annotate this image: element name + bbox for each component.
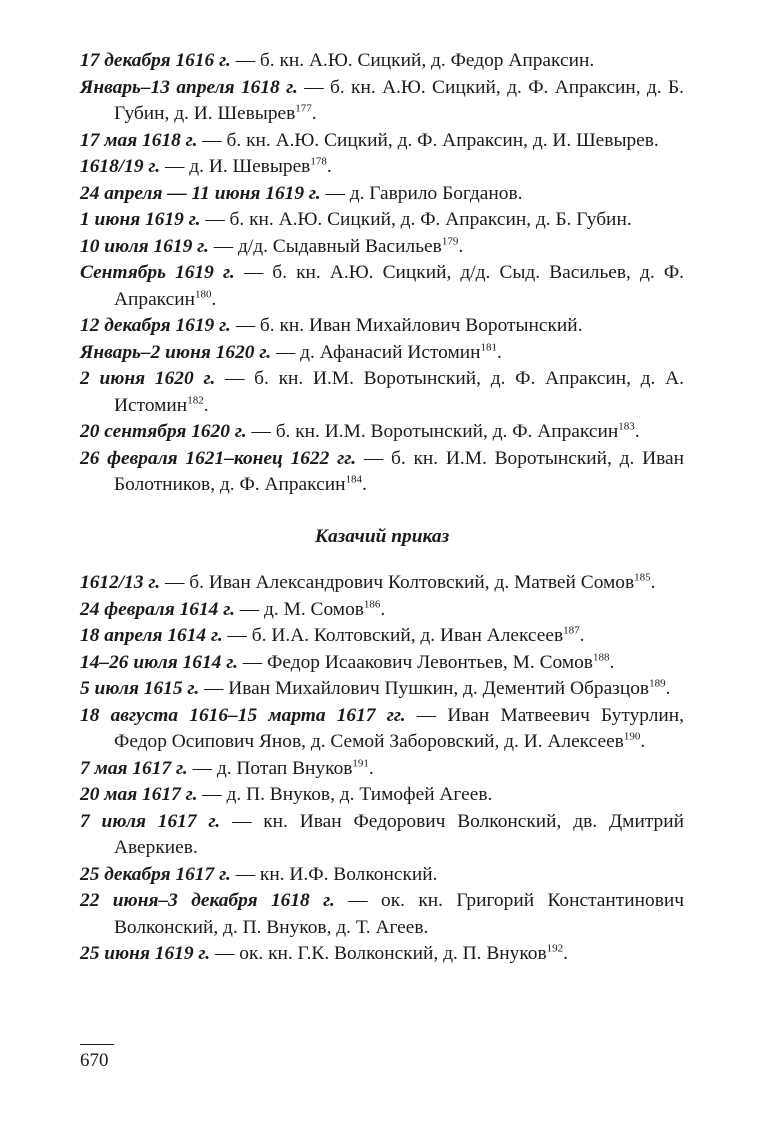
entry-date: 17 декабря 1616 г.	[80, 50, 231, 71]
chronology-entry: 2 июня 1620 г. — б. кн. И.М. Воротынский, д. Ф. Апраксин, д. А. Истомин$^{182}$.	[80, 368, 684, 416]
entry-text: — б. кн. А.Ю. Сицкий, д/д. Сыд. Васильев, д. Ф. Апраксин	[114, 262, 684, 310]
entry-date: 24 апреля — 11 июня 1619 г.	[80, 182, 321, 204]
footnote-ref: 177	[295, 102, 312, 115]
entry-date: 1 июня 1619 г.	[80, 209, 201, 230]
entry-text: — ок. кн. Григорий Константинович Волконский, д. П. Внуков, д. Т. Агеев.	[114, 890, 684, 938]
entry-text: — б. кн. И.М. Воротынский, д. Иван Болотников, д. Ф. Апраксин	[114, 447, 685, 495]
entry-text: — д. М. Сомов	[234, 598, 364, 620]
entry-text: — д. И. Шевырев	[160, 156, 311, 177]
entry-text: — б. Иван Александрович Колтовский, д. Матвей Сомов	[160, 572, 635, 593]
section-heading: Казачий приказ	[314, 525, 450, 547]
entry-text: — д. Гаврило Богданов.	[320, 182, 523, 204]
entry-text: — д. Афанасий Истомин	[271, 341, 481, 363]
entry-date: 20 мая 1617 г.	[80, 784, 198, 805]
entry-text: — б. кн. А.Ю. Сицкий, д. Ф. Апраксин, д. И. Шевырев.	[197, 129, 659, 151]
entry-text: — д/д. Сыдавный Васильев	[208, 235, 442, 257]
entry-date: Сентябрь 1619 г.	[80, 262, 235, 283]
chronology-entry	[80, 207, 684, 234]
chronology-entry: 18 апреля 1614 г. — б. И.А. Колтовский, д. Иван Алексеев$^{187}$.	[80, 624, 585, 646]
entry-date: 20 сентября 1620 г.	[80, 421, 247, 442]
entry-date: 26 февраля 1621–конец 1622 гг.	[80, 447, 357, 469]
entry-text: — б. кн. А.Ю. Сицкий, д. Ф. Апраксин, д. Б. Губин.	[200, 209, 632, 230]
entry-text: — б. кн. Иван Михайлович Воротынский.	[230, 315, 583, 336]
footnote-ref: 186	[363, 598, 381, 611]
footnote-ref: 179	[441, 235, 459, 248]
chronology-entry: 25 июня 1619 г. — ок. кн. Г.К. Волконский, д. П. Внуков$^{192}$.	[80, 942, 569, 964]
entry-date: 2 июня 1620 г.	[80, 368, 216, 389]
page-number: 670	[80, 1050, 109, 1071]
entry-text: — б. И.А. Колтовский, д. Иван Алексеев	[222, 625, 564, 646]
footnote-ref: 182	[187, 394, 204, 407]
entry-date: 10 июля 1619 г.	[80, 235, 209, 257]
footnote-ref: 181	[480, 341, 498, 354]
chronology-entry	[80, 128, 684, 155]
entry-date: 22 июня–3 декабря 1618 г.	[80, 890, 335, 911]
entry-text: — кн. И.Ф. Волконский.	[230, 863, 438, 885]
footnote-ref: 183	[618, 420, 635, 433]
entry-text: — б. кн. И.М. Воротынский, д. Ф. Апраксин	[246, 421, 619, 442]
chronology-entry	[80, 181, 684, 208]
entry-date: 18 августа 1616–15 марта 1617 гг.	[80, 704, 406, 726]
entry-text: — б. кн. А.Ю. Сицкий, д. Федор Апраксин.	[230, 50, 595, 71]
footnote-ref: 190	[623, 730, 641, 743]
entry-date: Январь–13 апреля 1618 г.	[80, 76, 298, 98]
chronology-entry: 24 февраля 1614 г. — д. М. Сомов$^{186}$.	[80, 598, 386, 620]
chronology-entry	[80, 862, 684, 889]
chronology-entry	[80, 809, 684, 862]
chronology-entry	[80, 48, 684, 75]
chronology-entry	[80, 782, 684, 809]
footnote-ref: 187	[563, 624, 580, 637]
entry-text: — б. кн. А.Ю. Сицкий, д. Ф. Апраксин, д. Б. Губин, д. И. Шевырев	[114, 76, 684, 124]
chronology-entry: 26 февраля 1621–конец 1622 гг. — б. кн. И.М. Воротынский, д. Иван Болотников, д. Ф. Апраксин$^{184}$.	[80, 447, 685, 495]
chronology-entry: 10 июля 1619 г. — д/д. Сыдавный Васильев$^{179}$.	[80, 235, 464, 257]
footnote-ref: 180	[194, 288, 212, 301]
entry-text: — д. П. Внуков, д. Тимофей Агеев.	[197, 784, 493, 805]
text-column	[80, 48, 684, 968]
footnote-ref: 189	[649, 677, 666, 690]
footer-rule	[80, 1044, 114, 1045]
entry-date: Январь–2 июня 1620 г.	[80, 341, 272, 363]
entry-date: 1618/19 г.	[80, 156, 161, 177]
chronology-entry: Сентябрь 1619 г. — б. кн. А.Ю. Сицкий, д/д. Сыд. Васильев, д. Ф. Апраксин$^{180}$.	[80, 262, 684, 310]
entry-text: — б. кн. И.М. Воротынский, д. Ф. Апраксин, д. А. Истомин	[114, 368, 684, 416]
chronology-entry: 7 мая 1617 г. — д. Потап Внуков$^{191}$.	[80, 757, 374, 779]
entry-text: — кн. Иван Федорович Волконский, дв. Дмитрий Аверкиев.	[114, 810, 684, 858]
entry-text: — д. Потап Внуков	[187, 757, 353, 779]
footnote-ref: 191	[352, 757, 369, 770]
entry-text: — Федор Исаакович Левонтьев, М. Сомов	[237, 651, 593, 673]
footnote-ref: 185	[634, 571, 651, 584]
chronology-entry: Январь–13 апреля 1618 г. — б. кн. А.Ю. Сицкий, д. Ф. Апраксин, д. Б. Губин, д. И. Шевырев$^{177}$.	[80, 76, 684, 124]
chronology-entry: 5 июля 1615 г. — Иван Михайлович Пушкин, д. Дементий Образцов$^{189}$.	[80, 677, 671, 699]
footnote-ref: 192	[546, 942, 564, 955]
chronology-entry	[80, 888, 684, 941]
chronology-entry: Январь–2 июня 1620 г. — д. Афанасий Истомин$^{181}$.	[80, 341, 502, 363]
entry-date: 25 июня 1619 г.	[80, 943, 211, 964]
entry-date: 7 мая 1617 г.	[80, 757, 188, 779]
entry-date: 1612/13 г.	[80, 572, 161, 593]
chronology-entry: 1612/13 г. — б. Иван Александрович Колтовский, д. Матвей Сомов$^{185}$.	[80, 571, 656, 593]
chronology-entry	[80, 313, 684, 340]
entry-text: — ок. кн. Г.К. Волконский, д. П. Внуков	[210, 943, 547, 964]
chronology-entry: 14–26 июля 1614 г. — Федор Исаакович Левонтьев, М. Сомов$^{188}$.	[80, 651, 615, 673]
entry-date: 14–26 июля 1614 г.	[80, 651, 238, 673]
entry-text: — Иван Михайлович Пушкин, д. Дементий Образцов	[199, 678, 650, 699]
footnote-ref: 178	[310, 155, 327, 168]
entry-text: — Иван Матвеевич Бутурлин, Федор Осипович Янов, д. Семой Заборовский, д. И. Алексеев	[114, 704, 684, 752]
entry-date: 25 декабря 1617 г.	[80, 863, 231, 885]
chronology-entry: 18 августа 1616–15 марта 1617 гг. — Иван Матвеевич Бутурлин, Федор Осипович Янов, д. Семой Заборовский, д. И. Алексеев$^{190}$.	[80, 704, 684, 752]
entry-date: 24 февраля 1614 г.	[80, 598, 235, 620]
entry-date: 7 июля 1617 г.	[80, 810, 221, 832]
footnote-ref: 184	[345, 473, 362, 486]
entry-date: 18 апреля 1614 г.	[80, 625, 223, 646]
chronology-entry: 1618/19 г. — д. И. Шевырев$^{178}$.	[80, 155, 332, 177]
chronology-entry: 20 сентября 1620 г. — б. кн. И.М. Воротынский, д. Ф. Апраксин$^{183}$.	[80, 420, 640, 442]
entry-date: 17 мая 1618 г.	[80, 129, 198, 151]
entry-date: 12 декабря 1619 г.	[80, 315, 231, 336]
footnote-ref: 188	[592, 651, 610, 664]
entry-date: 5 июля 1615 г.	[80, 678, 200, 699]
